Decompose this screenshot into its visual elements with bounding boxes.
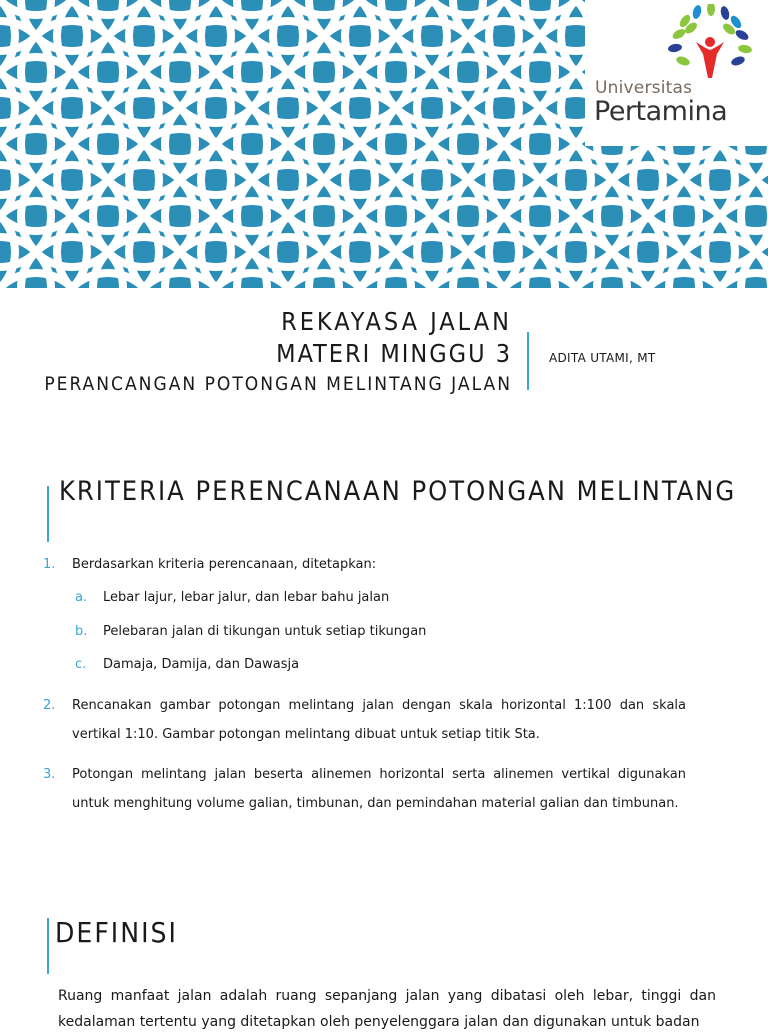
list-item: Potongan melintang jalan beserta alinemen horizontal serta alinemen vertikal digunakan untuk menghitung volume galian, timbunan, dan pemindahan material galian dan timbunan. [72,767,686,811]
sublist-letter: a. [75,590,88,605]
list-item: Berdasarkan kriteria perencanaan, ditetapkan: [72,557,377,572]
course-title: REKAYASA JALAN [281,307,512,336]
list-number: 2. [43,698,56,713]
list-item: Rencanakan gambar potongan melintang jalan dengan skala horizontal 1:100 dan skala vertikal 1:10. Gambar potongan melintang dibuat untuk setiap titik Sta. [72,698,686,742]
topic-title: PERANCANGAN POTONGAN MELINTANG JALAN [44,373,512,395]
sublist-item: Lebar lajur, lebar jalur, dan lebar bahu jalan [103,590,390,605]
section-accent-bar [47,486,49,542]
list-number: 1. [43,557,56,572]
sublist-letter: c. [75,657,87,672]
sublist-item: Pelebaran jalan di tikungan untuk setiap tikungan [103,624,427,639]
section-heading-definisi: DEFINISI [55,916,178,949]
list-number: 3. [43,767,56,782]
week-title: MATERI MINGGU 3 [276,339,512,368]
slide-title-block [44,306,512,396]
university-logo [585,0,768,146]
section-accent-bar [47,918,49,974]
author-name: ADITA UTAMI, MT [549,351,656,365]
sublist-item: Damaja, Damija, dan Dawasja [103,657,300,672]
logo-pertamina-text: Pertamina [594,96,728,127]
definition-paragraph: Ruang manfaat jalan adalah ruang sepanjang jalan yang dibatasi oleh lebar, tinggi dan kedalaman tertentu yang ditetapkan oleh penyelenggara jalan dan digunakan untuk badan [58,988,716,1030]
sublist-letter: b. [75,624,88,639]
title-divider [527,332,529,390]
logo-university-text: Universitas [595,78,693,98]
section-heading-kriteria: KRITERIA PERENCANAAN POTONGAN MELINTANG [59,476,737,507]
tree-logo-icon [665,4,755,84]
